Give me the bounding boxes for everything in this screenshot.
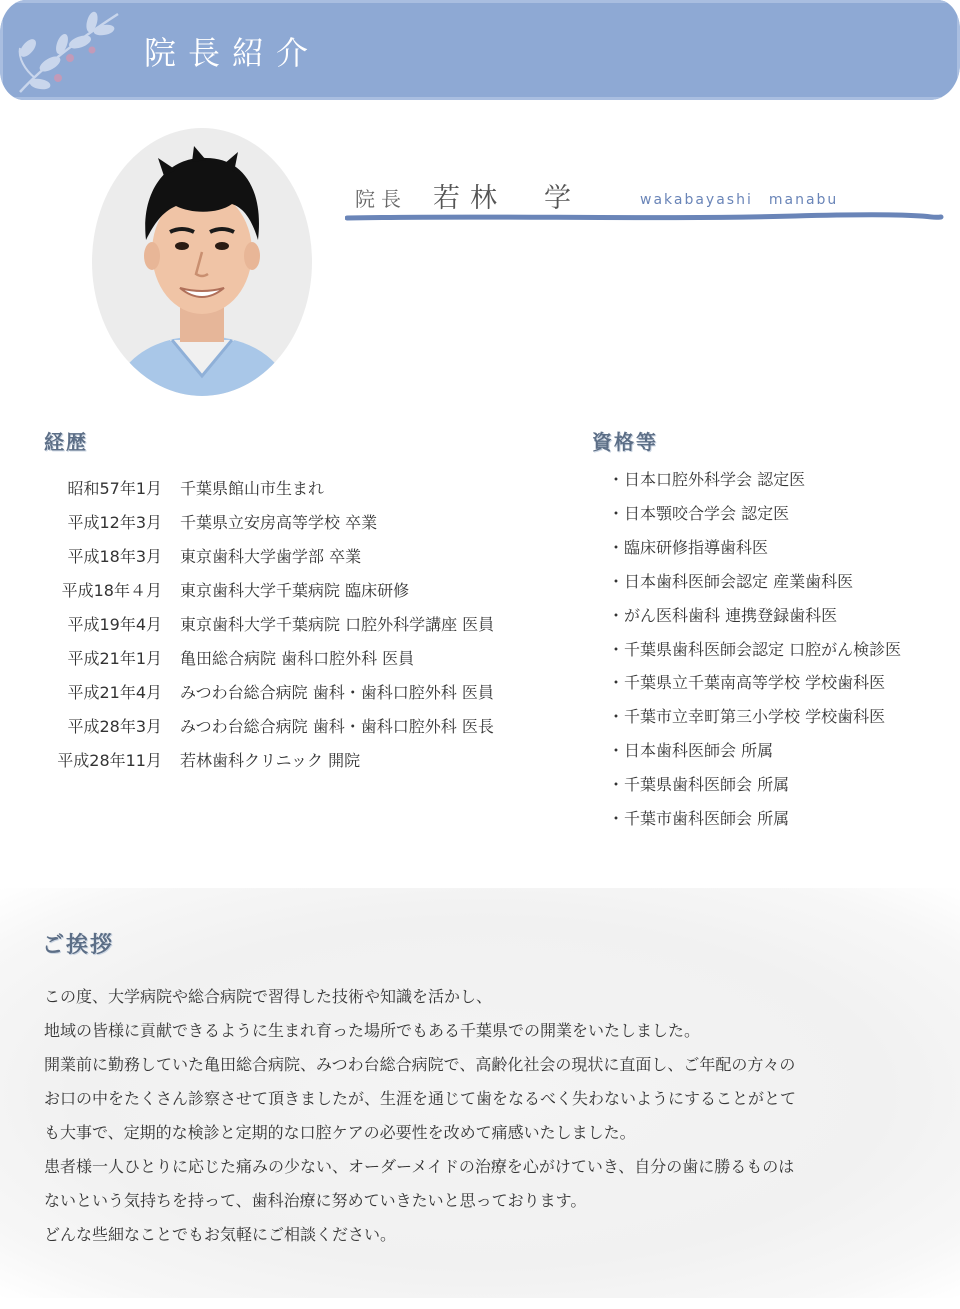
career-date: 昭和57年1月 — [67, 479, 162, 498]
career-heading: 経歴 — [44, 430, 88, 454]
position-label: 院長 — [355, 187, 407, 211]
greeting-paragraph-line: どんな些細なことでもお気軽にご相談ください。 — [44, 1225, 397, 1244]
page-header-banner — [0, 0, 960, 100]
qualification-item: ・千葉県立千葉南高等学校 学校歯科医 — [608, 673, 886, 693]
qualification-item: ・日本顎咬合学会 認定医 — [608, 503, 790, 523]
career-description: 亀田総合病院 歯科口腔外科 医員 — [180, 649, 415, 668]
career-date: 平成21年4月 — [67, 683, 162, 702]
greeting-paragraph-line: 患者様一人ひとりに応じた痛みの少ない、オーダーメイドの治療を心がけていき、自分の歯に勝るものは — [44, 1157, 795, 1176]
greeting-paragraph-line: ないという気持ちを持って、歯科治療に努めていきたいと思っております。 — [44, 1191, 587, 1210]
career-date: 平成28年11月 — [57, 751, 162, 770]
career-row — [22, 612, 562, 646]
career-description: 東京歯科大学千葉病院 臨床研修 — [180, 581, 410, 600]
career-row — [22, 714, 562, 748]
qualification-item: ・千葉県歯科医師会認定 口腔がん検診医 — [608, 639, 902, 659]
greeting-heading: ご挨拶 — [42, 933, 115, 958]
career-description: 千葉県立安房高等学校 卒業 — [180, 513, 378, 532]
doctor-name: 若林 学 — [433, 183, 581, 214]
doctor-name-romaji: wakabayashi manabu — [640, 192, 839, 208]
career-date: 平成18年４月 — [61, 581, 162, 600]
career-description: 若林歯科クリニック 開院 — [180, 751, 361, 770]
name-underline — [345, 212, 945, 224]
page-title: 院長紹介 — [144, 34, 321, 72]
career-description: 東京歯科大学千葉病院 口腔外科学講座 医員 — [180, 615, 495, 634]
greeting-paragraph-line: 地域の皆様に貢献できるように生まれ育った場所でもある千葉県での開業をいたしました。 — [44, 1021, 701, 1040]
career-date: 平成18年3月 — [67, 547, 162, 566]
career-row — [22, 544, 562, 578]
qualification-item: ・千葉市立幸町第三小学校 学校歯科医 — [608, 707, 886, 727]
career-row — [22, 510, 562, 544]
qualification-item: ・千葉県歯科医師会 所属 — [608, 775, 790, 795]
career-description: 千葉県館山市生まれ — [180, 479, 325, 498]
qualification-item: ・日本歯科医師会 所属 — [608, 741, 774, 761]
career-row — [22, 748, 562, 782]
qualification-item: ・がん医科歯科 連携登録歯科医 — [608, 605, 838, 625]
career-row — [22, 476, 562, 510]
greeting-paragraph-line: 開業前に勤務していた亀田総合病院、みつわ台総合病院で、高齢化社会の現状に直面し、ご年配の方々の — [44, 1055, 796, 1074]
qualification-item: ・臨床研修指導歯科医 — [608, 537, 769, 557]
qualifications-heading: 資格等 — [592, 430, 658, 454]
career-date: 平成28年3月 — [67, 717, 162, 736]
career-row — [22, 578, 562, 612]
greeting-paragraph-line: この度、大学病院や総合病院で習得した技術や知識を活かし、 — [44, 987, 493, 1006]
career-description: みつわ台総合病院 歯科・歯科口腔外科 医長 — [180, 717, 494, 736]
doctor-name-block — [345, 170, 945, 230]
qualification-item: ・日本歯科医師会認定 産業歯科医 — [608, 571, 854, 591]
career-date: 平成19年4月 — [67, 615, 162, 634]
qualification-item: ・日本口腔外科学会 認定医 — [608, 470, 806, 489]
career-description: 東京歯科大学歯学部 卒業 — [180, 547, 362, 566]
career-date: 平成21年1月 — [67, 649, 162, 668]
greeting-paragraph-line: も大事で、定期的な検診と定期的な口腔ケアの必要性を改めて痛感いたしました。 — [44, 1123, 636, 1142]
career-row — [22, 646, 562, 680]
career-description: みつわ台総合病院 歯科・歯科口腔外科 医員 — [180, 683, 494, 702]
qualification-item: ・千葉市歯科医師会 所属 — [608, 809, 790, 828]
career-date: 平成12年3月 — [67, 513, 162, 532]
greeting-paragraph-line: お口の中をたくさん診察させて頂きましたが、生涯を通じて歯をなるべく失わないようにすることがとて — [44, 1089, 797, 1108]
doctor-portrait — [92, 128, 312, 396]
career-row — [22, 680, 562, 714]
